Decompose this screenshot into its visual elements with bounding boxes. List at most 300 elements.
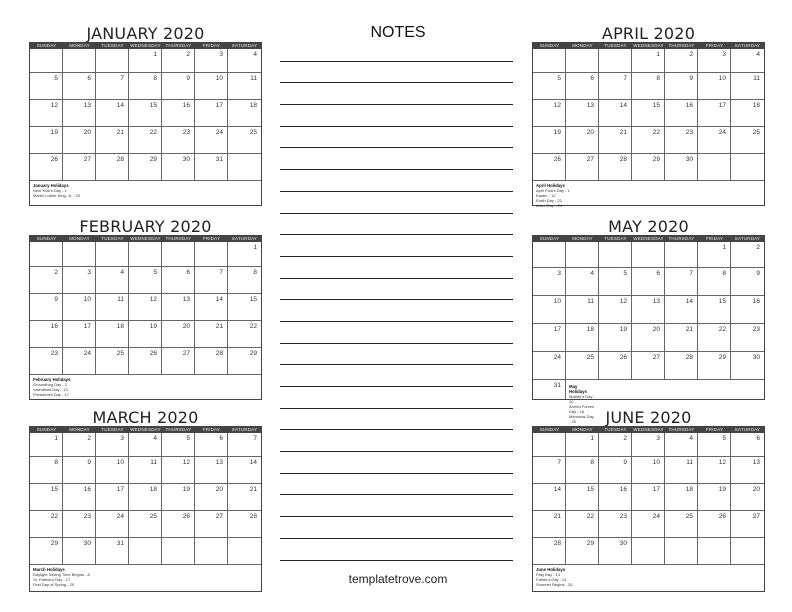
day-cell	[698, 433, 731, 457]
empty-day-cell	[195, 242, 228, 267]
day-cell	[228, 457, 261, 484]
day-cell	[533, 296, 566, 324]
holiday-list	[30, 181, 261, 205]
day-cell	[195, 73, 228, 100]
day-number: 27	[83, 156, 91, 163]
day-number: 26	[619, 354, 627, 361]
day-cell	[665, 352, 698, 380]
weekday-label: WEDNESDAY	[633, 236, 664, 241]
note-line[interactable]	[280, 279, 513, 301]
day-cell	[632, 457, 665, 484]
day-cell	[63, 538, 96, 565]
day-number: 23	[619, 513, 627, 520]
day-number: 28	[249, 513, 257, 520]
day-number: 13	[752, 459, 760, 466]
day-cell	[96, 433, 129, 457]
day-number: 16	[752, 298, 760, 305]
note-line[interactable]	[280, 365, 513, 387]
weekday-label: FRIDAY	[705, 236, 724, 241]
day-number: 30	[752, 354, 760, 361]
empty-day-cell	[195, 538, 228, 565]
holiday-list	[30, 565, 261, 591]
day-number: 14	[685, 298, 693, 305]
day-cell	[195, 321, 228, 348]
day-number: 29	[586, 540, 594, 547]
weekday-label: SATURDAY	[231, 236, 258, 241]
day-cell	[228, 267, 261, 294]
day-cell	[599, 127, 632, 154]
note-line[interactable]	[280, 539, 513, 561]
day-number: 18	[586, 326, 594, 333]
day-number: 16	[685, 102, 693, 109]
day-cell	[63, 100, 96, 127]
day-cell	[63, 154, 96, 181]
day-cell	[599, 324, 632, 352]
day-number: 26	[149, 350, 157, 357]
day-cell	[533, 457, 566, 484]
day-number: 6	[87, 75, 91, 82]
day-cell	[195, 484, 228, 511]
weekday-label: THURSDAY	[165, 236, 192, 241]
day-number: 17	[116, 486, 124, 493]
day-number: 2	[54, 269, 58, 276]
day-cell	[129, 267, 162, 294]
day-number: 22	[652, 129, 660, 136]
day-number: 4	[120, 269, 124, 276]
day-cell	[228, 294, 261, 321]
day-cell	[30, 538, 63, 565]
day-cell	[566, 433, 599, 457]
day-cell	[30, 457, 63, 484]
weekday-label: SATURDAY	[734, 43, 761, 48]
day-number: 26	[718, 513, 726, 520]
note-line[interactable]	[280, 40, 513, 62]
note-line[interactable]	[280, 148, 513, 170]
day-cell	[632, 296, 665, 324]
empty-day-cell	[566, 49, 599, 73]
day-number: 3	[656, 435, 660, 442]
empty-day-cell	[63, 49, 96, 73]
day-cell	[698, 100, 731, 127]
day-cell	[228, 348, 261, 375]
day-cell	[228, 127, 261, 154]
holiday-list-title: June Holidays	[536, 567, 566, 572]
day-number: 10	[553, 298, 561, 305]
day-number: 4	[689, 435, 693, 442]
month-grid-frame	[29, 426, 262, 592]
weekday-label: WEDNESDAY	[633, 427, 664, 432]
day-number: 9	[87, 459, 91, 466]
holiday-list	[533, 565, 764, 591]
day-cell	[632, 268, 665, 296]
day-cell	[632, 73, 665, 100]
note-line[interactable]	[280, 387, 513, 409]
day-cell	[665, 49, 698, 73]
holiday-item: Groundhog Day - 2	[33, 382, 68, 387]
note-line[interactable]	[280, 127, 513, 149]
day-number: 8	[253, 269, 257, 276]
day-number: 17	[652, 486, 660, 493]
empty-day-cell	[731, 380, 764, 399]
day-cell	[129, 457, 162, 484]
day-number: 15	[249, 296, 257, 303]
note-line[interactable]	[280, 83, 513, 105]
day-cell	[96, 348, 129, 375]
weekday-label: FRIDAY	[705, 427, 724, 432]
day-cell	[129, 348, 162, 375]
day-number: 1	[153, 51, 157, 58]
day-cell	[96, 100, 129, 127]
day-cell	[162, 267, 195, 294]
day-cell	[665, 268, 698, 296]
day-cell	[599, 352, 632, 380]
day-cell	[599, 433, 632, 457]
weekday-label: FRIDAY	[705, 43, 724, 48]
day-cell	[533, 154, 566, 181]
day-cell	[665, 324, 698, 352]
day-cell	[162, 457, 195, 484]
day-cell	[731, 457, 764, 484]
weekday-label: THURSDAY	[165, 43, 192, 48]
day-number: 25	[149, 513, 157, 520]
empty-day-cell	[162, 242, 195, 267]
day-number: 11	[686, 459, 693, 466]
day-number: 9	[623, 459, 627, 466]
day-number: 6	[756, 435, 760, 442]
day-cell	[63, 294, 96, 321]
month-title: JUNE 2020	[605, 408, 692, 427]
day-number: 11	[117, 296, 124, 303]
day-cell	[30, 154, 63, 181]
day-cell	[162, 484, 195, 511]
weekday-label: THURSDAY	[668, 427, 695, 432]
day-cell	[228, 321, 261, 348]
day-number: 8	[153, 75, 157, 82]
day-cell	[129, 100, 162, 127]
weekday-label: SUNDAY	[539, 427, 560, 432]
day-number: 19	[553, 129, 561, 136]
day-cell	[698, 457, 731, 484]
note-line[interactable]	[280, 214, 513, 236]
day-cell	[599, 511, 632, 538]
note-line[interactable]	[280, 452, 513, 474]
holiday-item: Easter - 12	[536, 193, 556, 198]
month-grid-frame	[29, 42, 262, 206]
footer-site[interactable]: templatetrove.com	[348, 572, 448, 586]
month-grid-frame	[29, 235, 262, 400]
holiday-list	[30, 375, 261, 399]
day-number: 9	[756, 270, 760, 277]
day-cell	[129, 321, 162, 348]
day-number: 29	[718, 354, 726, 361]
day-number: 1	[54, 435, 58, 442]
note-line[interactable]	[280, 170, 513, 192]
note-line[interactable]	[280, 105, 513, 127]
day-number: 29	[249, 350, 257, 357]
month-title: JANUARY 2020	[86, 24, 205, 43]
day-cell	[698, 324, 731, 352]
day-number: 14	[553, 486, 561, 493]
day-number: 11	[150, 459, 157, 466]
weekday-label: MONDAY	[572, 43, 593, 48]
day-cell	[599, 73, 632, 100]
day-number: 22	[149, 129, 157, 136]
day-number: 20	[182, 323, 190, 330]
day-number: 12	[619, 298, 627, 305]
day-cell	[30, 267, 63, 294]
day-cell	[533, 352, 566, 380]
day-grid	[30, 49, 261, 181]
day-cell	[96, 294, 129, 321]
weekday-label: TUESDAY	[101, 43, 124, 48]
holiday-item: Memorial Day - 25	[569, 414, 594, 424]
weekday-label: MONDAY	[69, 427, 90, 432]
weekday-label: WEDNESDAY	[633, 43, 664, 48]
day-number: 6	[219, 435, 223, 442]
day-cell	[63, 484, 96, 511]
day-number: 4	[253, 51, 257, 58]
day-number: 24	[652, 513, 660, 520]
empty-day-cell	[698, 538, 731, 565]
weekday-label: SUNDAY	[36, 236, 57, 241]
day-cell	[195, 433, 228, 457]
day-number: 29	[50, 540, 58, 547]
day-cell	[162, 154, 195, 181]
empty-day-cell	[129, 538, 162, 565]
weekday-label: WEDNESDAY	[130, 43, 161, 48]
weekday-label: SUNDAY	[539, 236, 560, 241]
holiday-item: Martin Luther King, Jr. - 20	[33, 193, 81, 198]
empty-day-cell	[698, 154, 731, 181]
day-number: 16	[50, 323, 58, 330]
note-line[interactable]	[280, 430, 513, 452]
day-number: 30	[83, 540, 91, 547]
day-number: 31	[553, 382, 561, 389]
day-number: 30	[182, 156, 190, 163]
day-cell	[228, 73, 261, 100]
day-number: 15	[718, 298, 726, 305]
day-cell	[599, 484, 632, 511]
day-number: 7	[120, 75, 124, 82]
day-cell	[96, 267, 129, 294]
day-number: 26	[553, 156, 561, 163]
day-cell	[599, 268, 632, 296]
day-cell	[533, 538, 566, 565]
day-cell	[632, 127, 665, 154]
day-cell	[731, 73, 764, 100]
note-line[interactable]	[280, 235, 513, 257]
day-number: 23	[685, 129, 693, 136]
weekday-label: WEDNESDAY	[130, 427, 161, 432]
day-number: 18	[249, 102, 257, 109]
day-number: 8	[54, 459, 58, 466]
day-cell	[533, 127, 566, 154]
day-number: 5	[186, 435, 190, 442]
day-number: 28	[116, 156, 124, 163]
day-number: 28	[619, 156, 627, 163]
holiday-item: Earth Day - 22	[536, 198, 562, 203]
day-number: 13	[215, 459, 223, 466]
day-number: 23	[752, 326, 760, 333]
day-cell	[195, 127, 228, 154]
day-number: 6	[656, 270, 660, 277]
day-number: 28	[215, 350, 223, 357]
day-number: 23	[50, 350, 58, 357]
day-cell	[665, 484, 698, 511]
note-line[interactable]	[280, 409, 513, 431]
day-cell	[129, 73, 162, 100]
day-cell	[195, 348, 228, 375]
day-number: 14	[619, 102, 627, 109]
day-cell	[731, 268, 764, 296]
day-cell	[632, 484, 665, 511]
day-cell	[195, 294, 228, 321]
day-cell	[63, 348, 96, 375]
day-number: 30	[619, 540, 627, 547]
weekday-label: SATURDAY	[231, 427, 258, 432]
day-number: 26	[50, 156, 58, 163]
day-number: 19	[619, 326, 627, 333]
empty-day-cell	[599, 242, 632, 268]
day-cell	[665, 457, 698, 484]
day-number: 28	[553, 540, 561, 547]
day-cell	[30, 484, 63, 511]
empty-day-cell	[96, 242, 129, 267]
day-cell	[162, 294, 195, 321]
empty-day-cell	[533, 242, 566, 268]
day-number: 15	[149, 102, 157, 109]
day-number: 11	[250, 75, 257, 82]
empty-day-cell	[30, 49, 63, 73]
day-cell	[731, 433, 764, 457]
note-line[interactable]	[280, 257, 513, 279]
day-cell	[566, 538, 599, 565]
day-number: 4	[590, 270, 594, 277]
day-number: 21	[685, 326, 693, 333]
holiday-item: President's Day - 17	[33, 392, 69, 397]
day-cell	[162, 511, 195, 538]
day-cell	[698, 296, 731, 324]
day-cell	[731, 242, 764, 268]
day-number: 18	[116, 323, 124, 330]
empty-day-cell	[599, 380, 632, 399]
day-number: 17	[718, 102, 726, 109]
day-cell	[30, 321, 63, 348]
empty-day-cell	[566, 380, 599, 424]
empty-day-cell	[533, 49, 566, 73]
day-number: 27	[586, 156, 594, 163]
day-cell	[731, 100, 764, 127]
day-cell	[731, 352, 764, 380]
day-number: 29	[652, 156, 660, 163]
empty-day-cell	[665, 242, 698, 268]
day-cell	[698, 352, 731, 380]
day-number: 11	[587, 298, 594, 305]
note-line[interactable]	[280, 344, 513, 366]
day-number: 23	[83, 513, 91, 520]
day-number: 5	[54, 75, 58, 82]
day-number: 3	[722, 51, 726, 58]
day-number: 9	[54, 296, 58, 303]
day-number: 7	[557, 459, 561, 466]
day-number: 15	[586, 486, 594, 493]
day-cell	[30, 73, 63, 100]
holiday-list-title: May Holidays	[569, 384, 587, 394]
day-cell	[533, 380, 566, 399]
day-number: 6	[590, 75, 594, 82]
note-line[interactable]	[280, 495, 513, 517]
holiday-item: St. Patrick's Day - 17	[33, 577, 71, 582]
day-number: 16	[83, 486, 91, 493]
weekday-label: SUNDAY	[36, 43, 57, 48]
day-number: 2	[756, 244, 760, 251]
note-line[interactable]	[280, 192, 513, 214]
day-number: 25	[249, 129, 257, 136]
weekday-label: TUESDAY	[101, 427, 124, 432]
day-cell	[632, 49, 665, 73]
empty-day-cell	[96, 49, 129, 73]
day-cell	[195, 457, 228, 484]
weekday-label: THURSDAY	[668, 236, 695, 241]
notes-title: NOTES	[370, 24, 426, 41]
day-cell	[30, 127, 63, 154]
note-line[interactable]	[280, 474, 513, 496]
day-cell	[566, 73, 599, 100]
day-cell	[162, 49, 195, 73]
day-number: 4	[756, 51, 760, 58]
day-number: 31	[116, 540, 124, 547]
day-number: 3	[219, 51, 223, 58]
day-cell	[195, 100, 228, 127]
day-cell	[30, 433, 63, 457]
holiday-item: Valentines Day - 13	[33, 387, 68, 392]
day-number: 5	[557, 75, 561, 82]
day-cell	[698, 268, 731, 296]
day-number: 20	[752, 486, 760, 493]
day-cell	[665, 433, 698, 457]
day-cell	[533, 324, 566, 352]
day-number: 31	[215, 156, 223, 163]
day-cell	[162, 127, 195, 154]
day-cell	[96, 127, 129, 154]
empty-day-cell	[566, 242, 599, 268]
day-number: 3	[120, 435, 124, 442]
day-number: 20	[83, 129, 91, 136]
day-number: 24	[718, 129, 726, 136]
day-cell	[96, 538, 129, 565]
note-line[interactable]	[280, 322, 513, 344]
month-grid-frame	[532, 426, 765, 592]
day-number: 10	[215, 75, 223, 82]
empty-day-cell	[665, 380, 698, 399]
day-number: 22	[249, 323, 257, 330]
day-number: 16	[619, 486, 627, 493]
day-cell	[228, 100, 261, 127]
weekday-label: SUNDAY	[36, 427, 57, 432]
day-cell	[566, 457, 599, 484]
month-title: APRIL 2020	[601, 24, 696, 43]
note-line[interactable]	[280, 62, 513, 84]
day-cell	[63, 73, 96, 100]
note-line[interactable]	[280, 517, 513, 539]
day-cell	[228, 511, 261, 538]
day-cell	[599, 457, 632, 484]
day-cell	[228, 433, 261, 457]
day-number: 20	[652, 326, 660, 333]
holiday-item: Mother's Day - 10	[569, 394, 595, 404]
note-line[interactable]	[280, 300, 513, 322]
day-cell	[665, 100, 698, 127]
